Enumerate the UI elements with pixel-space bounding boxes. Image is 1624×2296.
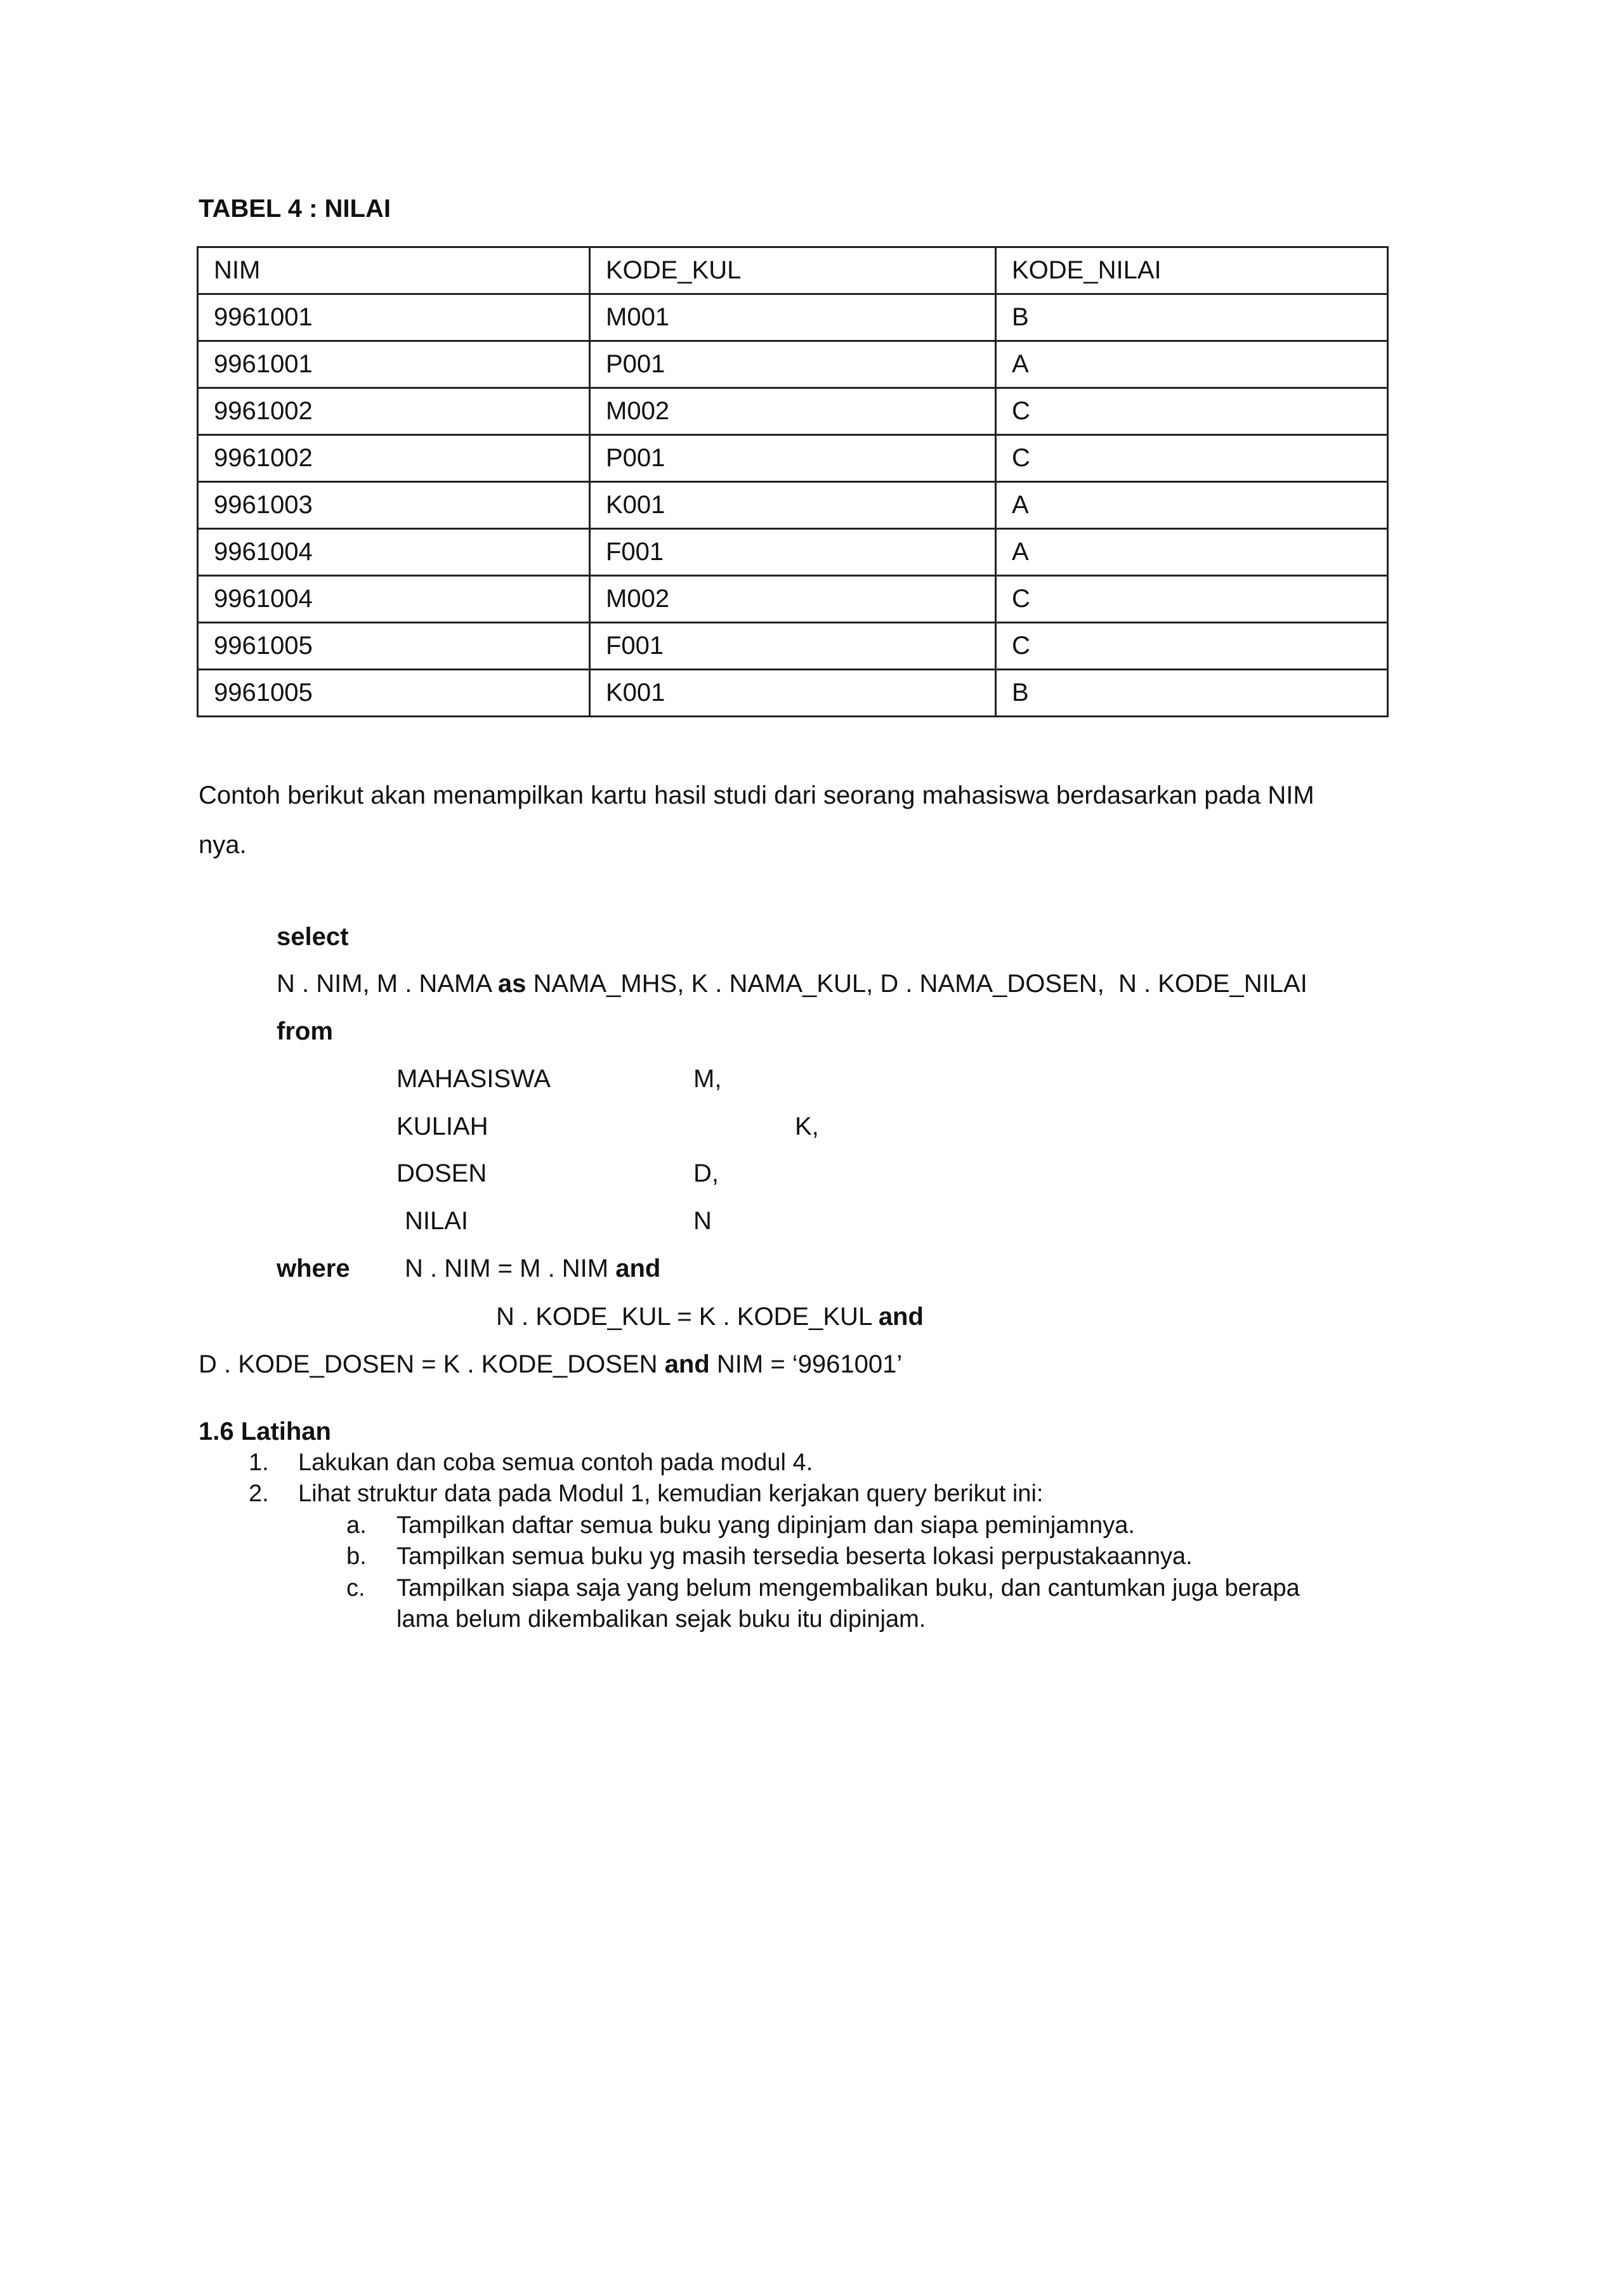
sql-table-alias: N <box>693 1207 712 1235</box>
table-header-row <box>198 247 1388 294</box>
sql-table-name: NILAI <box>405 1207 469 1235</box>
intro-text-line-2: nya. <box>199 831 247 859</box>
sql-condition-2 <box>496 1301 924 1332</box>
header-nim: NIM <box>198 247 590 294</box>
sql-columns-part-2: NAMA_MHS, K . NAMA_KUL, D . NAMA_DOSEN, N . KODE_NILAI <box>526 970 1307 998</box>
list-item-text: Lakukan dan coba semua contoh pada modul 4. <box>298 1449 813 1476</box>
cell-kode-nilai: A <box>996 529 1388 576</box>
sub-list-letter: c. <box>346 1575 365 1601</box>
sub-list-letter: a. <box>346 1512 367 1539</box>
sub-list-item-text: Tampilkan semua buku yg masih tersedia beserta lokasi perpustakaannya. <box>396 1543 1193 1570</box>
table-row <box>198 341 1388 388</box>
intro-text-line-1: Contoh berikut akan menampilkan kartu hasil studi dari seorang mahasiswa berdasarkan pada NIM <box>199 781 1314 809</box>
cell-kode-kul: M001 <box>590 294 996 341</box>
cell-kode-nilai: A <box>996 341 1388 388</box>
cell-kode-kul: K001 <box>590 482 996 529</box>
header-kode-nilai: KODE_NILAI <box>996 247 1388 294</box>
cell-kode-nilai: C <box>996 576 1388 623</box>
sql-condition-text: N . NIM = M . NIM <box>405 1255 616 1282</box>
sql-table-name: KULIAH <box>396 1112 488 1140</box>
list-number: 1. <box>249 1449 269 1476</box>
cell-kode-kul: K001 <box>590 670 996 717</box>
cell-kode-kul: M002 <box>590 388 996 435</box>
cell-nim: 9961004 <box>198 529 590 576</box>
sql-condition-tail: NIM = ‘9961001’ <box>709 1350 903 1378</box>
sql-table-alias: K, <box>795 1112 819 1140</box>
sql-and-keyword: and <box>615 1255 661 1282</box>
sub-list-item-continuation: lama belum dikembalikan sejak buku itu dipinjam. <box>396 1606 926 1633</box>
cell-kode-kul: M002 <box>590 576 996 623</box>
cell-kode-kul: P001 <box>590 435 996 482</box>
header-kode-kul: KODE_KUL <box>590 247 996 294</box>
table-row <box>198 294 1388 341</box>
table-row <box>198 670 1388 717</box>
sql-condition-3 <box>199 1349 902 1380</box>
cell-nim: 9961003 <box>198 482 590 529</box>
cell-nim: 9961004 <box>198 576 590 623</box>
cell-kode-nilai: A <box>996 482 1388 529</box>
cell-nim: 9961005 <box>198 670 590 717</box>
sql-condition-text: D . KODE_DOSEN = K . KODE_DOSEN <box>199 1350 665 1378</box>
cell-nim: 9961002 <box>198 435 590 482</box>
cell-kode-nilai: B <box>996 294 1388 341</box>
sql-select-keyword: select <box>277 923 349 951</box>
sql-table-alias: D, <box>693 1159 719 1187</box>
cell-kode-nilai: C <box>996 388 1388 435</box>
sql-table-name: MAHASISWA <box>396 1065 551 1093</box>
sql-table-name: DOSEN <box>396 1159 487 1187</box>
sql-from-keyword: from <box>277 1017 333 1045</box>
cell-nim: 9961005 <box>198 623 590 670</box>
cell-kode-nilai: C <box>996 435 1388 482</box>
sql-select-columns <box>277 969 1307 999</box>
cell-nim: 9961001 <box>198 341 590 388</box>
cell-kode-kul: P001 <box>590 341 996 388</box>
sql-condition-1 <box>405 1253 660 1284</box>
sub-list-item-text: Tampilkan siapa saja yang belum mengembalikan buku, dan cantumkan juga berapa <box>396 1575 1300 1601</box>
table-row <box>198 388 1388 435</box>
sub-list-item-text: Tampilkan daftar semua buku yang dipinjam dan siapa peminjamnya. <box>396 1512 1135 1539</box>
section-heading-latihan: 1.6 Latihan <box>199 1418 331 1445</box>
sql-condition-text: N . KODE_KUL = K . KODE_KUL <box>496 1303 879 1331</box>
table-row <box>198 482 1388 529</box>
table-row <box>198 576 1388 623</box>
cell-kode-kul: F001 <box>590 529 996 576</box>
sql-and-keyword: and <box>878 1303 924 1331</box>
sql-where-keyword: where <box>277 1255 350 1282</box>
cell-kode-nilai: B <box>996 670 1388 717</box>
cell-kode-kul: F001 <box>590 623 996 670</box>
sql-and-keyword: and <box>664 1350 710 1378</box>
cell-kode-nilai: C <box>996 623 1388 670</box>
table-row <box>198 435 1388 482</box>
list-number: 2. <box>249 1480 269 1507</box>
list-item-text: Lihat struktur data pada Modul 1, kemudian kerjakan query berikut ini: <box>298 1480 1044 1507</box>
sql-table-alias: M, <box>693 1065 722 1093</box>
table-row <box>198 529 1388 576</box>
nilai-table <box>197 246 1389 717</box>
sub-list-letter: b. <box>346 1543 367 1570</box>
sql-columns-part-1: N . NIM, M . NAMA <box>277 970 498 998</box>
cell-nim: 9961002 <box>198 388 590 435</box>
cell-nim: 9961001 <box>198 294 590 341</box>
sql-as-keyword: as <box>497 970 527 998</box>
table-row <box>198 623 1388 670</box>
table-title: TABEL 4 : NILAI <box>199 195 391 223</box>
